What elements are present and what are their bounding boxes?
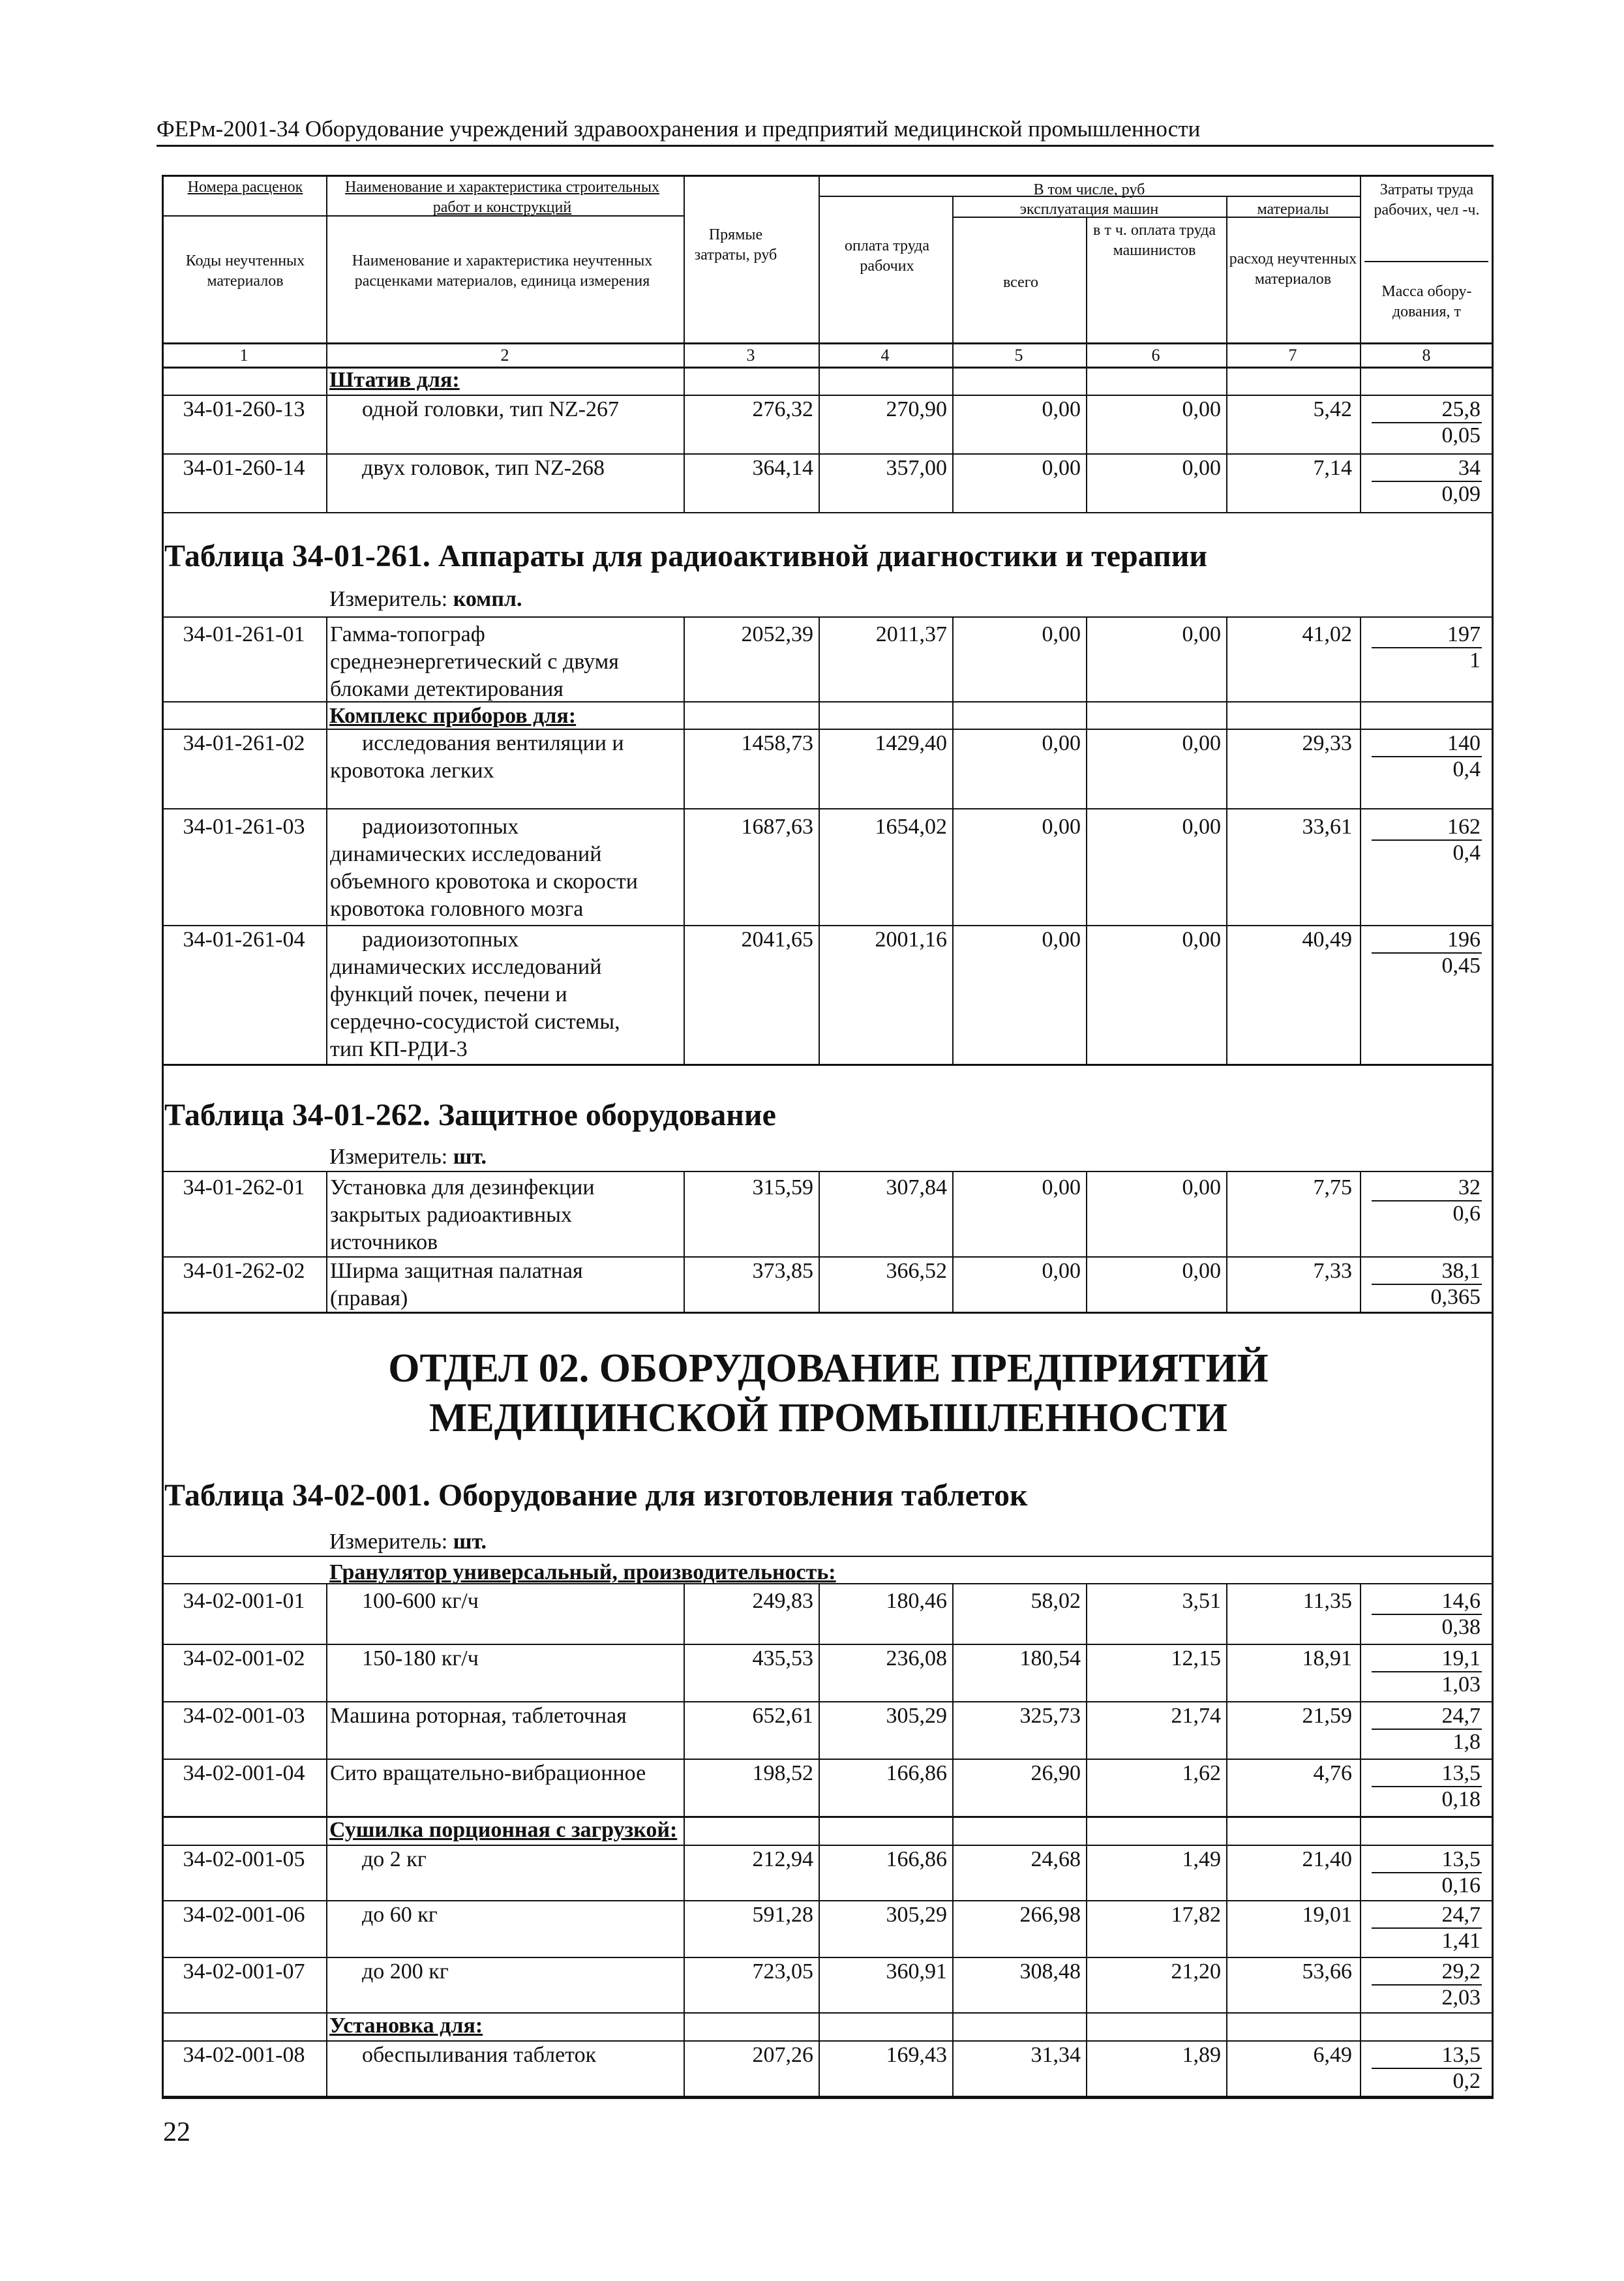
row-labor-hours: 38,1 xyxy=(1441,1259,1481,1283)
row-labor-hours: 19,1 xyxy=(1441,1646,1481,1670)
row-labor-pay: 360,91 xyxy=(886,1959,947,1984)
vline-h1 xyxy=(326,175,327,367)
row-name-line: до 200 кг xyxy=(362,1959,449,1984)
row-labor-hours: 14,6 xyxy=(1441,1589,1481,1613)
row-labor-pay: 166,86 xyxy=(886,1847,947,1871)
table-001-measure xyxy=(329,1530,487,1554)
vline-h4 xyxy=(952,196,954,367)
row-rule xyxy=(162,1171,1494,1172)
row-labor-pay: 307,84 xyxy=(886,1175,947,1200)
row-labor-hours: 34 xyxy=(1458,456,1481,480)
vline-body xyxy=(1360,616,1361,1065)
row-materials: 18,91 xyxy=(1302,1646,1352,1670)
row-name-line: до 2 кг xyxy=(362,1847,427,1871)
row-machinist-pay: 0,00 xyxy=(1182,622,1221,646)
col6-header: в т ч. оплата труда машинистов xyxy=(1093,222,1216,259)
vline-body xyxy=(1360,367,1361,512)
row-machinist-pay: 0,00 xyxy=(1182,1175,1221,1200)
group-label-ustanovka: Установка для: xyxy=(329,2014,483,2038)
row-rule xyxy=(162,616,1494,618)
group-materials-header: материалы xyxy=(1257,201,1329,218)
vline-body xyxy=(1226,367,1227,512)
row-code: 34-02-001-02 xyxy=(183,1646,305,1670)
col4-header: оплата труда рабочих xyxy=(844,237,930,275)
row-code: 34-01-262-01 xyxy=(183,1175,305,1200)
row-equipment-mass: 2,03 xyxy=(1441,1986,1481,2010)
vline-body xyxy=(326,1171,327,1312)
row-materials: 21,40 xyxy=(1302,1847,1352,1871)
vline-body xyxy=(684,367,685,512)
row-name-line: 100-600 кг/ч xyxy=(362,1589,479,1613)
row-materials: 40,49 xyxy=(1302,928,1352,952)
row-labor-pay: 1429,40 xyxy=(875,731,947,755)
row-name-line: радиоизотопных xyxy=(362,815,519,839)
row-machinist-pay: 3,51 xyxy=(1182,1589,1221,1613)
row-name-line: блоками детектирования xyxy=(330,677,564,701)
vline-body xyxy=(326,1583,327,2098)
row-name-line: сердечно-сосудистой системы, xyxy=(330,1010,620,1034)
row-rule xyxy=(162,1583,1494,1584)
row-code: 34-01-260-13 xyxy=(183,397,305,421)
table-261-title: Таблица 34-01-261. Аппараты для радиоактивной диагностики и терапии xyxy=(164,539,1208,573)
col2-bottom-header: Наименование и характеристика неучтенных расценками материалов, единица измерения xyxy=(352,252,653,290)
row-machinist-pay: 0,00 xyxy=(1182,731,1221,755)
row-equipment-mass: 0,18 xyxy=(1441,1787,1481,1811)
row-labor-pay: 366,52 xyxy=(886,1259,947,1283)
row-machines-total: 24,68 xyxy=(1030,1847,1081,1871)
col8-bottom-header: Масса обору-дования, т xyxy=(1381,283,1472,320)
row-name-line: тип КП-РДИ-3 xyxy=(330,1037,468,1061)
row-equipment-mass: 1,8 xyxy=(1452,1730,1481,1754)
group-machines-header: эксплуатация машин xyxy=(1019,201,1159,218)
row-machines-total: 31,34 xyxy=(1030,2043,1081,2067)
row-machinist-pay: 0,00 xyxy=(1182,1259,1221,1283)
row-machines-total: 58,02 xyxy=(1030,1589,1081,1613)
row-name-line: динамических исследований xyxy=(330,955,602,979)
running-header: ФЕРм-2001-34 Оборудование учреждений здравоохранения и предприятий медицинской промышленности xyxy=(157,116,1494,147)
row-labor-hours: 197 xyxy=(1447,622,1481,646)
col7-header: расход неучтенных материалов xyxy=(1229,250,1357,288)
row-machines-total: 0,00 xyxy=(1042,1259,1081,1283)
row-code: 34-02-001-08 xyxy=(183,2043,305,2067)
row-materials: 41,02 xyxy=(1302,622,1352,646)
row-machinist-pay: 0,00 xyxy=(1182,815,1221,839)
row-machines-total: 0,00 xyxy=(1042,622,1081,646)
col5-header: всего xyxy=(1002,274,1039,291)
row-name-line: исследования вентиляции и xyxy=(362,731,624,755)
row-machines-total: 0,00 xyxy=(1042,456,1081,480)
row-direct-cost: 1687,63 xyxy=(741,815,813,839)
vline-h7 xyxy=(1360,175,1361,367)
row-equipment-mass: 0,45 xyxy=(1441,954,1481,978)
row-name-line: Сито вращательно-вибрационное xyxy=(330,1761,646,1785)
row-direct-cost: 212,94 xyxy=(752,1847,813,1871)
row-name-line: кровотока легких xyxy=(330,759,494,783)
row-labor-hours: 25,8 xyxy=(1441,397,1481,421)
row-machines-total: 308,48 xyxy=(1019,1959,1081,1984)
row-code: 34-01-261-03 xyxy=(183,815,305,839)
row-name-line: Гамма-топограф xyxy=(330,622,485,646)
row-materials: 4,76 xyxy=(1313,1761,1352,1785)
row-code: 34-02-001-01 xyxy=(183,1589,305,1613)
row-direct-cost: 364,14 xyxy=(752,456,813,480)
row-equipment-mass: 0,05 xyxy=(1441,423,1481,447)
row-name-line: обеспыливания таблеток xyxy=(362,2043,597,2067)
row-name-line: объемного кровотока и скорости xyxy=(330,869,638,894)
row-name-line: Машина роторная, таблеточная xyxy=(330,1704,627,1728)
row-labor-pay: 2011,37 xyxy=(875,622,947,646)
row-code: 34-02-001-05 xyxy=(183,1847,305,1871)
row-direct-cost: 373,85 xyxy=(752,1259,813,1283)
row-name-line: одной головки, тип NZ-267 xyxy=(362,397,619,421)
vline-body xyxy=(326,616,327,1065)
row-equipment-mass: 0,4 xyxy=(1452,841,1481,865)
row-equipment-mass: 0,16 xyxy=(1441,1873,1481,1897)
column-number: 4 xyxy=(880,346,890,365)
row-labor-hours: 162 xyxy=(1447,815,1481,839)
row-name-line: 150-180 кг/ч xyxy=(362,1646,479,1670)
row-machines-total: 0,00 xyxy=(1042,397,1081,421)
row-name-line: двух головок, тип NZ-268 xyxy=(362,456,605,480)
row-equipment-mass: 0,09 xyxy=(1441,482,1481,506)
row-materials: 29,33 xyxy=(1302,731,1352,755)
row-code: 34-02-001-03 xyxy=(183,1704,305,1728)
row-machines-total: 180,54 xyxy=(1019,1646,1081,1670)
vline-h6 xyxy=(1226,196,1227,367)
row-labor-hours: 29,2 xyxy=(1441,1959,1481,1984)
row-machines-total: 0,00 xyxy=(1042,1175,1081,1200)
row-labor-pay: 166,86 xyxy=(886,1761,947,1785)
row-name-line: Ширма защитная палатная xyxy=(330,1259,583,1283)
row-rule xyxy=(162,1816,1494,1817)
header-rule-a xyxy=(162,215,684,217)
row-code: 34-01-261-01 xyxy=(183,622,305,646)
row-materials: 19,01 xyxy=(1302,1903,1352,1927)
row-code: 34-01-261-02 xyxy=(183,731,305,755)
row-name-line: кровотока головного мозга xyxy=(330,897,584,921)
row-name-line: закрытых радиоактивных xyxy=(330,1203,572,1227)
row-direct-cost: 723,05 xyxy=(752,1959,813,1984)
measure-unit: шт. xyxy=(453,1530,487,1554)
row-machines-total: 0,00 xyxy=(1042,928,1081,952)
row-name-line: источников xyxy=(330,1230,438,1254)
row-labor-hours: 196 xyxy=(1447,928,1481,952)
row-materials: 21,59 xyxy=(1302,1704,1352,1728)
row-rule xyxy=(162,808,1494,809)
col3-header: Прямые затраты, руб xyxy=(694,226,777,264)
vline-body xyxy=(326,367,327,512)
row-code: 34-01-262-02 xyxy=(183,1259,305,1283)
row-direct-cost: 249,83 xyxy=(752,1589,813,1613)
row-direct-cost: 652,61 xyxy=(752,1704,813,1728)
row-machinist-pay: 12,15 xyxy=(1171,1646,1221,1670)
row-labor-hours: 24,7 xyxy=(1441,1903,1481,1927)
table-262-title: Таблица 34-01-262. Защитное оборудование xyxy=(164,1098,776,1132)
row-equipment-mass: 0,365 xyxy=(1430,1285,1481,1309)
row-labor-pay: 2001,16 xyxy=(875,928,947,952)
measure-unit: компл. xyxy=(453,587,522,611)
row-machinist-pay: 21,20 xyxy=(1171,1959,1221,1984)
column-number: 5 xyxy=(1014,346,1023,365)
vline-h5 xyxy=(1086,217,1087,367)
row-direct-cost: 198,52 xyxy=(752,1761,813,1785)
row-name-line: динамических исследований xyxy=(330,842,602,866)
column-number: 6 xyxy=(1151,346,1160,365)
table-262-measure xyxy=(329,1145,487,1170)
row-labor-pay: 236,08 xyxy=(886,1646,947,1670)
row-code: 34-02-001-06 xyxy=(183,1903,305,1927)
row-direct-cost: 2041,65 xyxy=(741,928,813,952)
row-code: 34-02-001-04 xyxy=(183,1761,305,1785)
row-machinist-pay: 0,00 xyxy=(1182,456,1221,480)
row-name-line: радиоизотопных xyxy=(362,928,519,952)
row-materials: 53,66 xyxy=(1302,1959,1352,1984)
row-labor-pay: 169,43 xyxy=(886,2043,947,2067)
row-name-line: среднеэнергетический с двумя xyxy=(330,650,619,674)
row-direct-cost: 207,26 xyxy=(752,2043,813,2067)
page-number: 22 xyxy=(163,2117,190,2147)
row-equipment-mass: 0,38 xyxy=(1441,1615,1481,1639)
vline-h3 xyxy=(819,175,820,367)
row-machines-total: 266,98 xyxy=(1019,1903,1081,1927)
row-machinist-pay: 0,00 xyxy=(1182,928,1221,952)
row-materials: 11,35 xyxy=(1302,1589,1352,1613)
group-label-shtativ: Штатив для: xyxy=(329,368,460,392)
col1-top-header: Номера расценок xyxy=(187,179,303,196)
measure-label: Измеритель: xyxy=(329,1530,448,1554)
table-261-measure xyxy=(329,587,522,612)
row-machinist-pay: 1,49 xyxy=(1182,1847,1221,1871)
group-incl-header: В том числе, руб xyxy=(1033,181,1145,198)
row-labor-pay: 1654,02 xyxy=(875,815,947,839)
row-equipment-mass: 1 xyxy=(1469,648,1481,672)
column-number: 1 xyxy=(239,346,248,365)
group-label-sushilka: Сушилка порционная с загрузкой: xyxy=(329,1818,678,1842)
row-rule xyxy=(162,1556,1494,1557)
row-name-line: Установка для дезинфекции xyxy=(330,1175,595,1200)
row-labor-pay: 180,46 xyxy=(886,1589,947,1613)
header-rule-b xyxy=(819,196,1360,197)
row-equipment-mass: 0,2 xyxy=(1452,2069,1481,2093)
row-labor-hours: 24,7 xyxy=(1441,1704,1481,1728)
col1-bottom-header: Коды неучтенных материалов xyxy=(185,252,305,290)
row-rule xyxy=(162,2012,1494,2014)
row-materials: 7,14 xyxy=(1313,456,1352,480)
vline-body xyxy=(1360,1171,1361,1312)
row-equipment-mass: 1,41 xyxy=(1441,1929,1481,1953)
column-number: 2 xyxy=(500,346,509,365)
group-label-kompleks: Комплекс приборов для: xyxy=(329,704,577,728)
row-equipment-mass: 0,4 xyxy=(1452,757,1481,781)
row-labor-hours: 13,5 xyxy=(1441,1761,1481,1785)
row-machines-total: 0,00 xyxy=(1042,815,1081,839)
vline-body xyxy=(819,367,820,512)
row-direct-cost: 276,32 xyxy=(752,397,813,421)
header-rule-c xyxy=(952,217,1360,218)
row-name-line: до 60 кг xyxy=(362,1903,438,1927)
table-001-title: Таблица 34-02-001. Оборудование для изготовления таблеток xyxy=(164,1478,1028,1513)
vline-body xyxy=(1360,1583,1361,2098)
row-machinist-pay: 0,00 xyxy=(1182,397,1221,421)
row-equipment-mass: 0,6 xyxy=(1452,1201,1481,1226)
row-rule xyxy=(162,512,1494,513)
row-rule xyxy=(162,1064,1494,1065)
row-name-line: (правая) xyxy=(330,1286,408,1310)
row-materials: 6,49 xyxy=(1313,2043,1352,2067)
row-code: 34-01-261-04 xyxy=(183,928,305,952)
column-number: 3 xyxy=(746,346,755,365)
row-direct-cost: 591,28 xyxy=(752,1903,813,1927)
row-direct-cost: 315,59 xyxy=(752,1175,813,1200)
col8-top-header: Затраты труда рабочих, чел -ч. xyxy=(1374,181,1480,219)
vline-body xyxy=(952,367,954,512)
row-materials: 7,33 xyxy=(1313,1259,1352,1283)
row-labor-pay: 357,00 xyxy=(886,456,947,480)
row-labor-hours: 13,5 xyxy=(1441,2043,1481,2067)
column-number: 7 xyxy=(1288,346,1297,365)
vline-body xyxy=(1086,367,1087,512)
column-number: 8 xyxy=(1422,346,1431,365)
row-machines-total: 325,73 xyxy=(1019,1704,1081,1728)
group-label-granulyator: Гранулятор универсальный, производительность: xyxy=(329,1560,836,1584)
measure-unit: шт. xyxy=(453,1145,487,1169)
row-machinist-pay: 21,74 xyxy=(1171,1704,1221,1728)
row-equipment-mass: 1,03 xyxy=(1441,1672,1481,1697)
row-direct-cost: 435,53 xyxy=(752,1646,813,1670)
row-machines-total: 0,00 xyxy=(1042,731,1081,755)
row-materials: 33,61 xyxy=(1302,815,1352,839)
row-code: 34-01-260-14 xyxy=(183,456,305,480)
row-labor-pay: 270,90 xyxy=(886,397,947,421)
col2-top-header: Наименование и характеристика строительных работ и конструкций xyxy=(345,179,659,216)
row-labor-hours: 140 xyxy=(1447,731,1481,755)
row-rule xyxy=(162,2098,1494,2099)
row-labor-pay: 305,29 xyxy=(886,1704,947,1728)
row-labor-pay: 305,29 xyxy=(886,1903,947,1927)
row-code: 34-02-001-07 xyxy=(183,1959,305,1984)
section-title: ОТДЕЛ 02. ОБОРУДОВАНИЕ ПРЕДПРИЯТИЙ МЕДИЦИНСКОЙ ПРОМЫШЛЕННОСТИ xyxy=(388,1346,1269,1440)
row-materials: 5,42 xyxy=(1313,397,1352,421)
row-machinist-pay: 1,89 xyxy=(1182,2043,1221,2067)
row-labor-hours: 32 xyxy=(1458,1175,1481,1200)
row-machines-total: 26,90 xyxy=(1030,1761,1081,1785)
row-materials: 7,75 xyxy=(1313,1175,1352,1200)
header-rule-d xyxy=(1364,261,1488,262)
measure-label: Измеритель: xyxy=(329,587,448,611)
row-labor-hours: 13,5 xyxy=(1441,1847,1481,1871)
measure-label: Измеритель: xyxy=(329,1145,448,1169)
row-name-line: функций почек, печени и xyxy=(330,982,567,1006)
row-direct-cost: 1458,73 xyxy=(741,731,813,755)
row-machinist-pay: 17,82 xyxy=(1171,1903,1221,1927)
vline-h2 xyxy=(684,175,685,367)
row-machinist-pay: 1,62 xyxy=(1182,1761,1221,1785)
row-direct-cost: 2052,39 xyxy=(741,622,813,646)
